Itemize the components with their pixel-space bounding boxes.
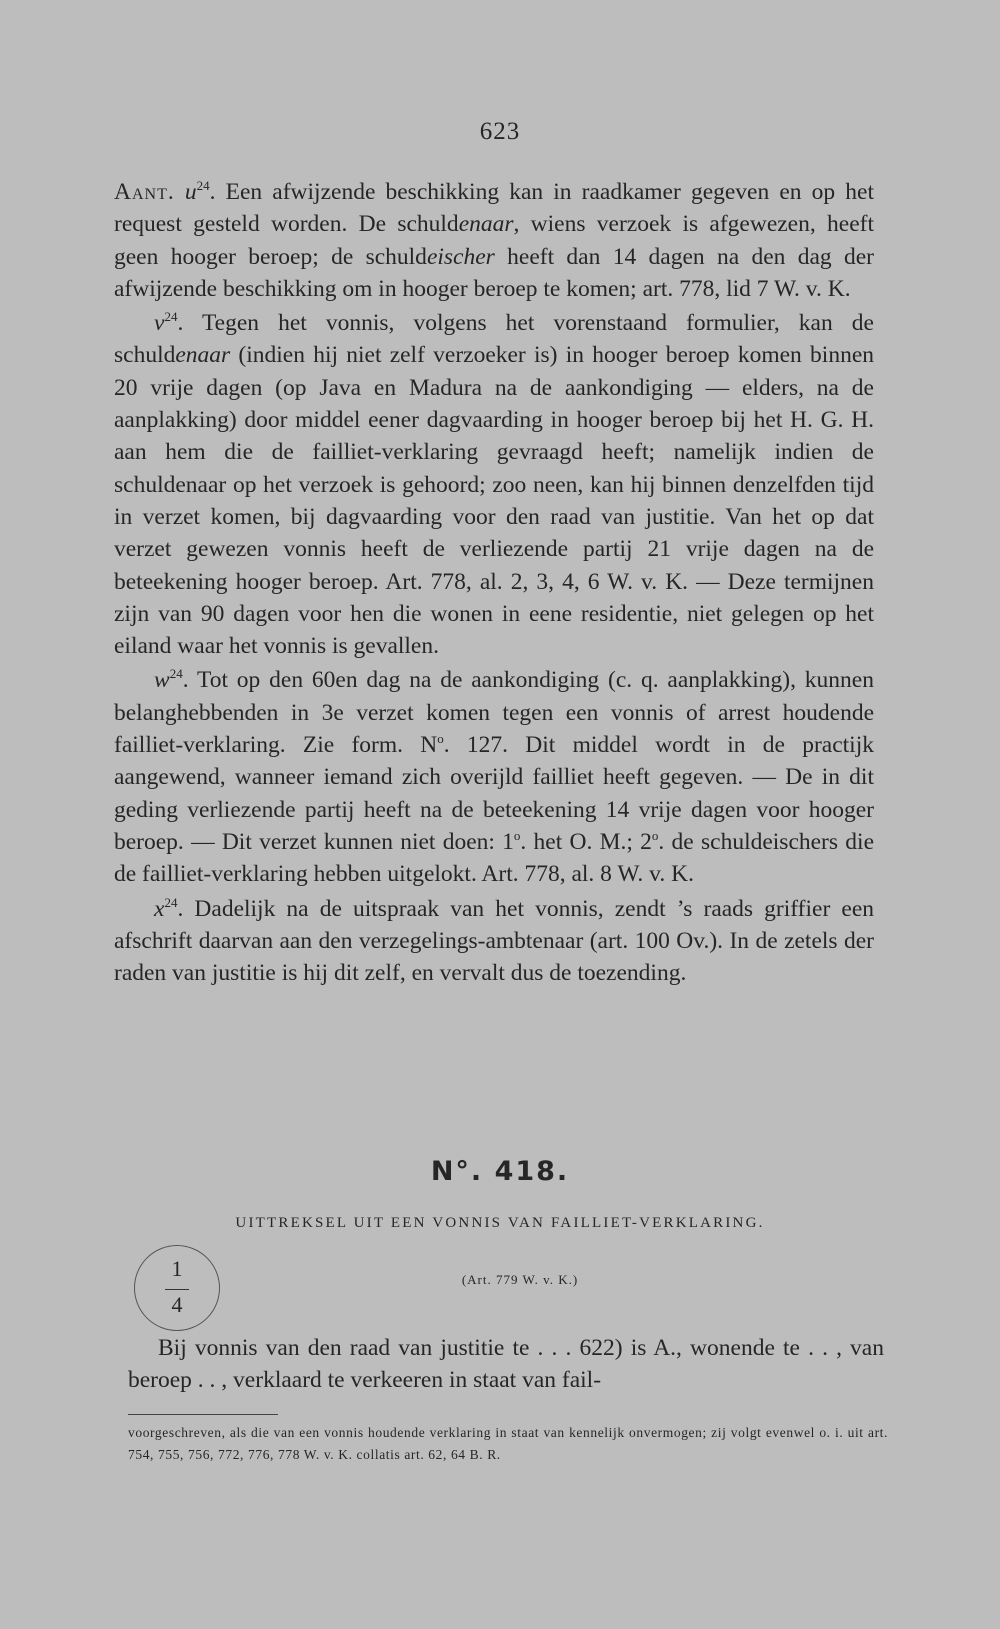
note-x24 bbox=[114, 893, 874, 990]
note-letter: w bbox=[154, 667, 170, 694]
note-text: . Een afwijzende beschikking kan in raadkamer gegeven en op het request gesteld worden. De schuldenaar, wiens verzoek is afgewezen, heeft geen hooger beroep; de schuldeischer heeft dan 14 dagen na den dag der afwijzende beschikking om in hooger beroep te komen; art. 778, lid 7 W. v. K. bbox=[114, 179, 875, 302]
note-superscript: 24 bbox=[164, 894, 178, 910]
note-superscript: 24 bbox=[164, 309, 178, 325]
form-text bbox=[128, 1332, 884, 1396]
form-title: UITTREKSEL UIT EEN VONNIS VAN FAILLIET-VERKLARING. bbox=[235, 1215, 765, 1231]
note-u24 bbox=[114, 176, 874, 305]
note-superscript: 24 bbox=[169, 666, 183, 682]
form-article-reference: (Art. 779 W. v. K.) bbox=[461, 1272, 579, 1287]
footnote-text: voorgeschreven, als die van een vonnis houdende verklaring in staat van kennelijk onvermogen; zij volgt evenwel o. i. uit art. 754, 755, 756, 772, 776, 778 W. v. K. collatis art. 62, 64 B. R. bbox=[128, 1425, 888, 1462]
form-number: N°. 418. bbox=[430, 1156, 570, 1187]
footnote-divider bbox=[128, 1414, 278, 1415]
annotations-body bbox=[114, 176, 874, 991]
note-superscript: 24 bbox=[196, 178, 210, 193]
form-paragraph: Bij vonnis van den raad van justitie te . . . 622) is A., wonende te . . , van beroep . . , verklaard te verkeeren in staat van fail- bbox=[128, 1335, 884, 1393]
stamp-fraction-icon bbox=[134, 1245, 220, 1331]
stamp-denominator: 4 bbox=[171, 1292, 183, 1317]
note-marker: Aant. bbox=[114, 179, 175, 205]
stamp-numerator: 1 bbox=[171, 1256, 183, 1281]
note-letter: u bbox=[184, 179, 197, 205]
footnote bbox=[128, 1422, 888, 1466]
stamp-fraction-bar bbox=[165, 1289, 189, 1290]
note-w24 bbox=[114, 664, 874, 890]
note-v24 bbox=[114, 307, 874, 662]
note-text: . Tegen het vonnis, volgens het vorenstaand formulier, kan de schuldenaar (indien hij niet zelf verzoeker is) in hooger beroep komen binnen 20 vrije dagen (op Java en Madura na de aankondiging — elders, na de aanplakking) door middel eener dagvaarding in hooger beroep bij het H. G. H. aan hem die de failliet-verklaring gevraagd heeft; namelijk indien de schuldenaar op het verzoek is gehoord; zoo neen, kan hij binnen denzelfden tijd in verzet komen, bij dagvaarding voor den raad van justitie. Van het op dat verzet gewezen vonnis heeft de verliezende partij 21 vrije dagen na de beteekening hooger beroep. Art. 778, al. 2, 3, 4, 6 W. v. K. — Deze termijnen zijn van 90 dagen voor hen die wonen in eene residentie, niet gelegen op het eiland waar het vonnis is gevallen. bbox=[114, 310, 874, 660]
page-number: 623 bbox=[479, 118, 521, 145]
note-letter: x bbox=[154, 895, 165, 922]
note-letter: v bbox=[154, 310, 165, 337]
note-text: . Tot op den 60en dag na de aankondiging (c. q. aanplakking), kunnen belanghebbenden in 3e verzet komen tegen een vonnis of arrest houdende failliet-verklaring. Zie form. $N^o$. 127. Dit middel wordt in de practijk aangewend, wanneer iemand zich overijld failliet heeft gegeven. — De in dit geding verliezende partij heeft na de beteekening 14 vrije dagen voor hooger beroep. — Dit verzet kunnen niet doen: 1$^o$. het O. M.; 2$^o$. de schuldeischers die de failliet-verklaring hebben uitgelokt. Art. 778, al. 8 W. v. K. bbox=[114, 667, 874, 888]
note-text: . Dadelijk na de uitspraak van het vonnis, zendt ’s raads griffier een afschrift daarvan aan den verzegelings-ambtenaar (art. 100 Ov.). In de zetels der raden van justitie is hij dit zelf, en vervalt dus de toezending. bbox=[114, 895, 874, 987]
